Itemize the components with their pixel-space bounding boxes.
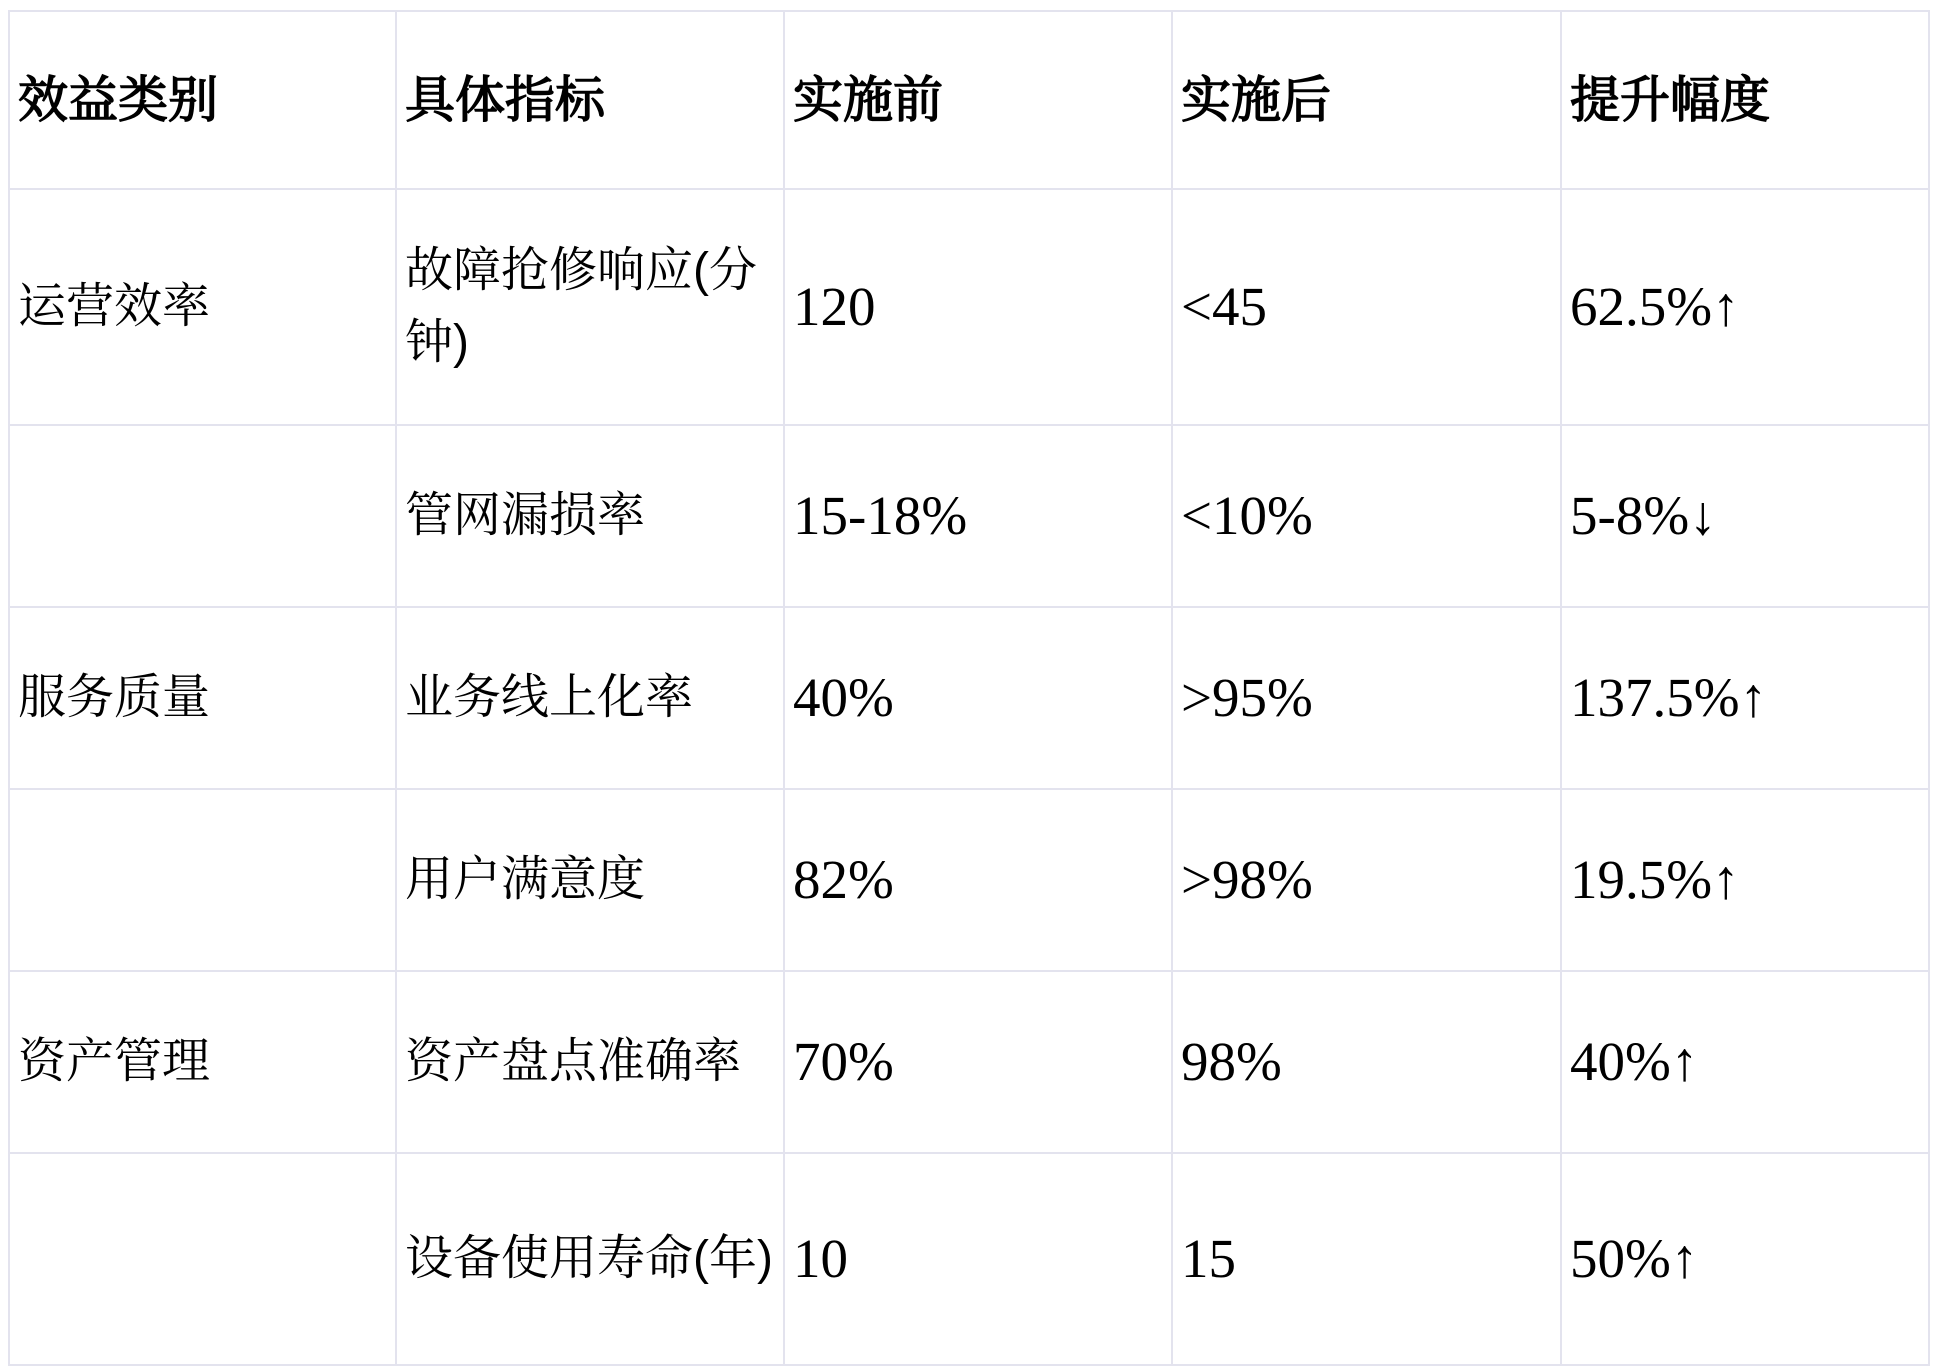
category-cell — [9, 425, 396, 607]
col-header-indicator: 具体指标 — [396, 11, 784, 189]
category-cell — [9, 1153, 396, 1365]
col-header-improvement: 提升幅度 — [1561, 11, 1929, 189]
col-header-before: 实施前 — [784, 11, 1172, 189]
before-cell: 15-18% — [784, 425, 1172, 607]
improvement-cell: 40%↑ — [1561, 971, 1929, 1153]
after-cell: >95% — [1172, 607, 1561, 789]
benefits-comparison-table — [8, 10, 1930, 1366]
indicator-cell: 设备使用寿命(年) — [396, 1153, 784, 1365]
before-cell: 10 — [784, 1153, 1172, 1365]
before-cell: 70% — [784, 971, 1172, 1153]
after-cell: >98% — [1172, 789, 1561, 971]
table-row — [9, 189, 1929, 425]
table-row — [9, 425, 1929, 607]
after-cell: <10% — [1172, 425, 1561, 607]
before-cell: 82% — [784, 789, 1172, 971]
category-cell: 服务质量 — [9, 607, 396, 789]
col-header-after: 实施后 — [1172, 11, 1561, 189]
table-row — [9, 971, 1929, 1153]
after-cell: <45 — [1172, 189, 1561, 425]
indicator-cell: 故障抢修响应(分钟) — [396, 189, 784, 425]
improvement-cell: 19.5%↑ — [1561, 789, 1929, 971]
after-cell: 98% — [1172, 971, 1561, 1153]
improvement-cell: 5-8%↓ — [1561, 425, 1929, 607]
before-cell: 40% — [784, 607, 1172, 789]
indicator-cell: 管网漏损率 — [396, 425, 784, 607]
col-header-category: 效益类别 — [9, 11, 396, 189]
improvement-cell: 50%↑ — [1561, 1153, 1929, 1365]
before-cell: 120 — [784, 189, 1172, 425]
category-cell: 资产管理 — [9, 971, 396, 1153]
improvement-cell: 137.5%↑ — [1561, 607, 1929, 789]
table-row — [9, 607, 1929, 789]
improvement-cell: 62.5%↑ — [1561, 189, 1929, 425]
indicator-cell: 资产盘点准确率 — [396, 971, 784, 1153]
indicator-cell: 用户满意度 — [396, 789, 784, 971]
indicator-cell: 业务线上化率 — [396, 607, 784, 789]
category-cell: 运营效率 — [9, 189, 396, 425]
table-row — [9, 1153, 1929, 1365]
after-cell: 15 — [1172, 1153, 1561, 1365]
table-row — [9, 789, 1929, 971]
category-cell — [9, 789, 396, 971]
header-row — [9, 11, 1929, 189]
